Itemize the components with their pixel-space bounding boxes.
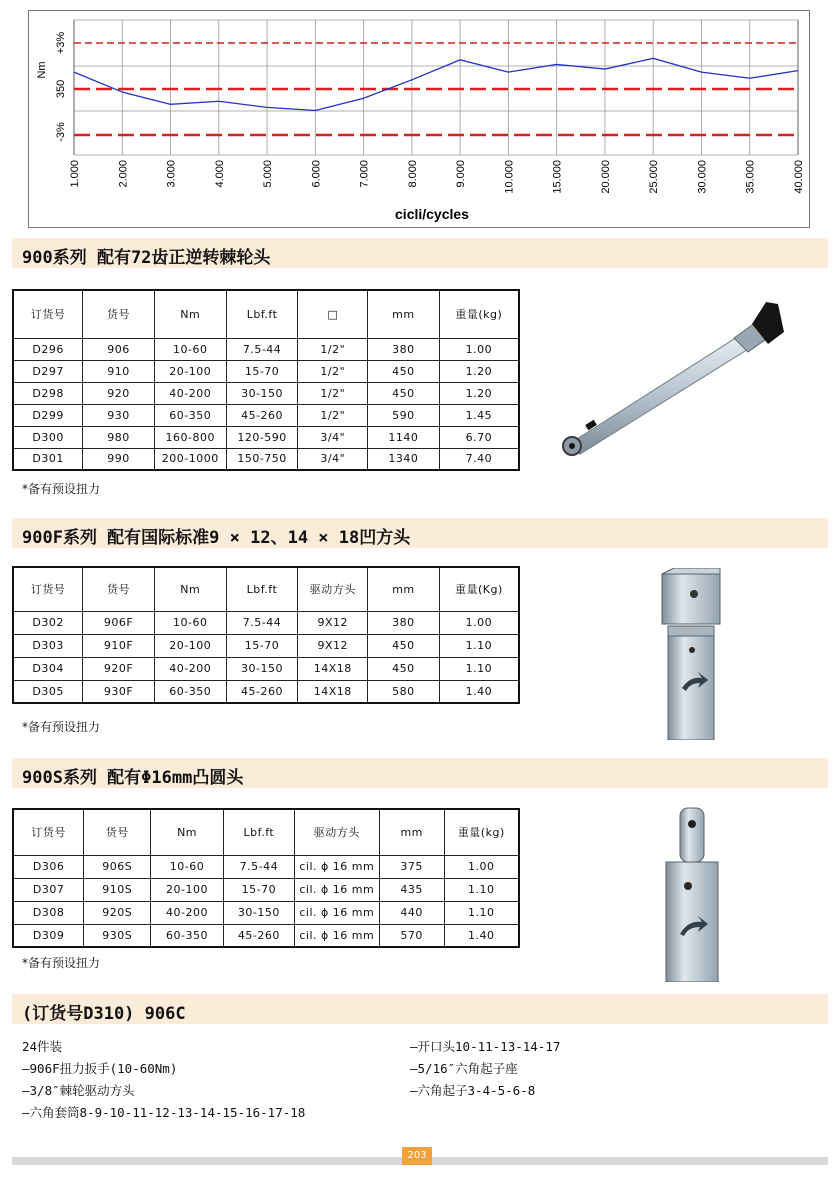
table-cell: 10-60 xyxy=(154,611,226,634)
column-header: mm xyxy=(368,290,440,338)
x-tick-label: 15.000 xyxy=(551,160,564,194)
table-cell: cil. ϕ 16 mm xyxy=(294,878,379,901)
x-tick-label: 2.000 xyxy=(117,160,130,188)
table-cell: 45-260 xyxy=(226,680,298,703)
x-tick-label: 40.000 xyxy=(793,160,805,194)
table-cell: 40-200 xyxy=(151,901,224,924)
table-cell: D297 xyxy=(13,360,83,382)
y-tick-label: 350 xyxy=(55,79,67,99)
table-cell: 7.40 xyxy=(439,448,519,470)
x-tick-label: 20.000 xyxy=(599,160,612,194)
table-cell: 15-70 xyxy=(226,634,298,657)
table-cell: cil. ϕ 16 mm xyxy=(294,924,379,947)
column-header: 重量(Kg) xyxy=(439,567,519,611)
table-cell: D309 xyxy=(13,924,84,947)
table-cell: 906S xyxy=(84,855,151,878)
table-cell: 60-350 xyxy=(151,924,224,947)
spec-table-900S xyxy=(12,808,520,948)
table-cell: 1.00 xyxy=(444,855,519,878)
table-cell: cil. ϕ 16 mm xyxy=(294,901,379,924)
column-header: Lbf.ft xyxy=(226,290,298,338)
table-cell: 30-150 xyxy=(226,657,298,680)
table-cell: 14X18 xyxy=(298,680,368,703)
table-cell: 1.20 xyxy=(439,382,519,404)
column-header: mm xyxy=(379,809,444,855)
column-header: 订货号 xyxy=(13,290,83,338)
table-cell: 3/4" xyxy=(298,426,368,448)
table-row xyxy=(13,634,519,657)
page-number: 203 xyxy=(402,1147,432,1165)
section-900-title: 900系列 配有72齿正逆转棘轮头 xyxy=(22,248,271,268)
ratchet-wrench-image xyxy=(552,298,792,468)
table-cell: 450 xyxy=(368,657,440,680)
table-cell: 920F xyxy=(83,657,155,680)
table-cell: 375 xyxy=(379,855,444,878)
kit-contents-right xyxy=(410,1037,560,1103)
column-header: 重量(kg) xyxy=(439,290,519,338)
section-900F-title: 900F系列 配有国际标准9 × 12、14 × 18凹方头 xyxy=(22,528,411,548)
table-cell: 1.00 xyxy=(439,611,519,634)
kit-item: —5/16″六角起子座 xyxy=(410,1061,518,1076)
table-cell: 14X18 xyxy=(298,657,368,680)
table-cell: 440 xyxy=(379,901,444,924)
y-axis-label: Nm xyxy=(36,61,48,79)
x-tick-label: 8.000 xyxy=(406,160,419,188)
table-row xyxy=(13,611,519,634)
square-drive-head-image xyxy=(660,568,724,740)
table-cell: 9X12 xyxy=(298,611,368,634)
table-row xyxy=(13,426,519,448)
table-cell: 45-260 xyxy=(223,924,294,947)
column-header: 订货号 xyxy=(13,567,83,611)
x-tick-label: 4.000 xyxy=(213,160,226,188)
x-tick-label: 5.000 xyxy=(262,160,275,188)
kit-item: —六角起子3-4-5-6-8 xyxy=(410,1083,536,1098)
spec-table-900 xyxy=(12,289,520,471)
round-drive-head-image xyxy=(660,806,724,982)
table-cell: 200-1000 xyxy=(154,448,226,470)
table-cell: 1.10 xyxy=(444,878,519,901)
table-cell: 45-260 xyxy=(226,404,298,426)
table-row xyxy=(13,657,519,680)
table-cell: 15-70 xyxy=(223,878,294,901)
table-cell: 590 xyxy=(368,404,440,426)
table-cell: 20-100 xyxy=(154,634,226,657)
table-cell: 450 xyxy=(368,634,440,657)
table-cell: 580 xyxy=(368,680,440,703)
table-cell: 1.00 xyxy=(439,338,519,360)
table-cell: 7.5-44 xyxy=(226,611,298,634)
table-cell: 920 xyxy=(83,382,155,404)
column-header: mm xyxy=(368,567,440,611)
column-header: Lbf.ft xyxy=(223,809,294,855)
x-tick-label: 30.000 xyxy=(696,160,709,194)
column-header: 重量(kg) xyxy=(444,809,519,855)
spec-table-900F xyxy=(12,566,520,704)
table-cell: 30-150 xyxy=(226,382,298,404)
column-header: □ xyxy=(298,290,368,338)
table-cell: 30-150 xyxy=(223,901,294,924)
table-cell: 40-200 xyxy=(154,382,226,404)
table-cell: 910S xyxy=(84,878,151,901)
table-cell: 910F xyxy=(83,634,155,657)
table-cell: 7.5-44 xyxy=(223,855,294,878)
table-cell: 160-800 xyxy=(154,426,226,448)
section-900-note: *备有预设扭力 xyxy=(22,482,101,496)
table-cell: 40-200 xyxy=(154,657,226,680)
kit-item: 24件装 xyxy=(22,1039,63,1054)
table-cell: 60-350 xyxy=(154,404,226,426)
table-cell: 380 xyxy=(368,338,440,360)
column-header: 货号 xyxy=(83,567,155,611)
table-cell: 570 xyxy=(379,924,444,947)
table-cell: 1/2" xyxy=(298,360,368,382)
table-cell: D302 xyxy=(13,611,83,634)
table-cell: 930F xyxy=(83,680,155,703)
column-header: Nm xyxy=(154,290,226,338)
table-cell: 450 xyxy=(368,360,440,382)
table-cell: 15-70 xyxy=(226,360,298,382)
table-row xyxy=(13,382,519,404)
table-row xyxy=(13,924,519,947)
section-900S-note: *备有预设扭力 xyxy=(22,956,101,970)
table-row xyxy=(13,680,519,703)
table-cell: D299 xyxy=(13,404,83,426)
table-cell: D305 xyxy=(13,680,83,703)
column-header: 驱动方头 xyxy=(294,809,379,855)
x-tick-label: 35.000 xyxy=(744,160,757,194)
table-row xyxy=(13,855,519,878)
table-cell: 20-100 xyxy=(151,878,224,901)
table-row xyxy=(13,404,519,426)
kit-title: (订货号D310) 906C xyxy=(22,1004,186,1024)
torque-cycle-chart xyxy=(28,10,810,228)
table-cell: D307 xyxy=(13,878,84,901)
column-header: Nm xyxy=(151,809,224,855)
table-row xyxy=(13,448,519,470)
x-tick-label: 9.000 xyxy=(455,160,468,188)
table-cell: 906F xyxy=(83,611,155,634)
table-cell: 20-100 xyxy=(154,360,226,382)
kit-item: —906F扭力扳手(10-60Nm) xyxy=(22,1061,178,1076)
table-cell: 10-60 xyxy=(154,338,226,360)
table-cell: 435 xyxy=(379,878,444,901)
x-axis-label: cicli/cycles xyxy=(395,206,469,222)
y-tick-label: +3% xyxy=(55,31,67,55)
table-cell: 980 xyxy=(83,426,155,448)
column-header: 货号 xyxy=(83,290,155,338)
table-cell: 380 xyxy=(368,611,440,634)
table-cell: D301 xyxy=(13,448,83,470)
section-900S-title: 900S系列 配有Φ16mm凸圆头 xyxy=(22,768,244,788)
column-header: Nm xyxy=(154,567,226,611)
table-cell: 150-750 xyxy=(226,448,298,470)
table-cell: 1.10 xyxy=(439,634,519,657)
table-cell: 1/2" xyxy=(298,338,368,360)
table-cell: 1.40 xyxy=(444,924,519,947)
table-cell: 120-590 xyxy=(226,426,298,448)
table-cell: 1.10 xyxy=(444,901,519,924)
kit-item: —开口头10-11-13-14-17 xyxy=(410,1039,561,1054)
table-cell: 1.45 xyxy=(439,404,519,426)
table-cell: D300 xyxy=(13,426,83,448)
kit-contents-left xyxy=(22,1037,305,1125)
table-row xyxy=(13,878,519,901)
x-tick-label: 1.000 xyxy=(69,160,81,188)
table-cell: 906 xyxy=(83,338,155,360)
kit-item: —3/8″棘轮驱动方头 xyxy=(22,1083,135,1098)
column-header: 驱动方头 xyxy=(298,567,368,611)
table-cell: 1/2" xyxy=(298,404,368,426)
table-cell: 60-350 xyxy=(154,680,226,703)
column-header: 货号 xyxy=(84,809,151,855)
y-tick-label: -3% xyxy=(55,122,67,142)
table-row xyxy=(13,338,519,360)
table-row xyxy=(13,901,519,924)
kit-item: —六角套筒8-9-10-11-12-13-14-15-16-17-18 xyxy=(22,1105,306,1120)
table-cell: 1.20 xyxy=(439,360,519,382)
table-cell: 910 xyxy=(83,360,155,382)
table-cell: D303 xyxy=(13,634,83,657)
table-cell: 9X12 xyxy=(298,634,368,657)
x-tick-label: 3.000 xyxy=(165,160,178,188)
table-cell: 1.10 xyxy=(439,657,519,680)
table-cell: 450 xyxy=(368,382,440,404)
table-cell: D304 xyxy=(13,657,83,680)
table-cell: 1140 xyxy=(368,426,440,448)
table-cell: 3/4" xyxy=(298,448,368,470)
section-900F-note: *备有预设扭力 xyxy=(22,720,101,734)
table-cell: D306 xyxy=(13,855,84,878)
table-cell: D308 xyxy=(13,901,84,924)
table-cell: 6.70 xyxy=(439,426,519,448)
table-cell: 10-60 xyxy=(151,855,224,878)
table-cell: D298 xyxy=(13,382,83,404)
table-cell: cil. ϕ 16 mm xyxy=(294,855,379,878)
table-row xyxy=(13,360,519,382)
column-header: Lbf.ft xyxy=(226,567,298,611)
table-cell: 1340 xyxy=(368,448,440,470)
table-cell: 1.40 xyxy=(439,680,519,703)
table-cell: 930S xyxy=(84,924,151,947)
table-cell: 920S xyxy=(84,901,151,924)
x-tick-label: 7.000 xyxy=(358,160,371,188)
column-header: 订货号 xyxy=(13,809,84,855)
x-tick-label: 6.000 xyxy=(310,160,323,188)
table-cell: 930 xyxy=(83,404,155,426)
x-tick-label: 10.000 xyxy=(503,160,516,194)
table-cell: 990 xyxy=(83,448,155,470)
table-cell: 7.5-44 xyxy=(226,338,298,360)
table-cell: 1/2" xyxy=(298,382,368,404)
table-cell: D296 xyxy=(13,338,83,360)
x-tick-label: 25.000 xyxy=(648,160,661,194)
